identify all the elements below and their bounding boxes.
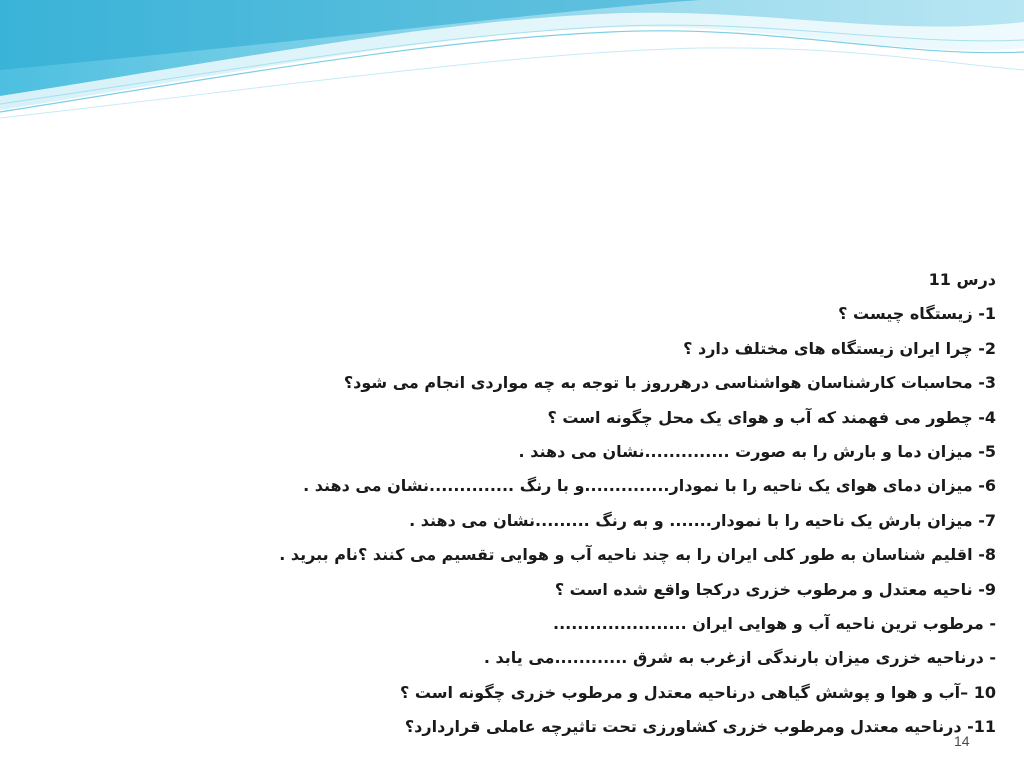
question-6: 6- میزان دمای هوای یک ناحیه را با نمودار..............و با رنگ ..............نشان می دهند .	[303, 476, 996, 496]
question-2: 2- چرا ایران زیستگاه های مختلف دارد ؟	[683, 338, 996, 358]
question-4: 4- چطور می فهمند که آب و هوای یک محل چگونه است ؟	[547, 407, 996, 427]
slide-number: 14	[954, 733, 970, 749]
question-10: 10 –آب و هوا و پوشش گیاهی درناحیه معتدل و مرطوب خزری چگونه است ؟	[400, 682, 996, 702]
question-3: 3- محاسبات کارشناسان هواشناسی درهرروز با توجه به چه مواردی انجام می شود؟	[343, 373, 996, 393]
header-wave-decoration	[0, 0, 1024, 130]
question-7: 7- میزان بارش یک ناحیه را با نمودار....... و به رنگ .........نشان می دهند .	[409, 510, 996, 530]
lesson-questions	[216, 263, 996, 744]
question-1: 1- زیستگاه چیست ؟	[838, 304, 996, 324]
question-8: 8- اقلیم شناسان به طور کلی ایران را به چند ناحیه آب و هوایی تقسیم می کنند ؟نام ببرید .	[279, 545, 996, 565]
question-5: 5- میزان دما و بارش را به صورت ..............نشان می دهند .	[518, 441, 996, 461]
question-9-sub-a: - مرطوب ترین ناحیه آب و هوایی ایران ......................	[552, 613, 996, 633]
question-9: 9- ناحیه معتدل و مرطوب خزری درکجا واقع شده است ؟	[554, 579, 996, 599]
lesson-title: درس 11	[928, 270, 996, 289]
question-9-sub-b: - درناحیه خزری میزان بارندگی ازغرب به شرق ............می یابد .	[483, 648, 996, 668]
question-11: 11- درناحیه معتدل ومرطوب خزری کشاورزی تحت تاثیرچه عاملی قراردارد؟	[404, 717, 996, 737]
